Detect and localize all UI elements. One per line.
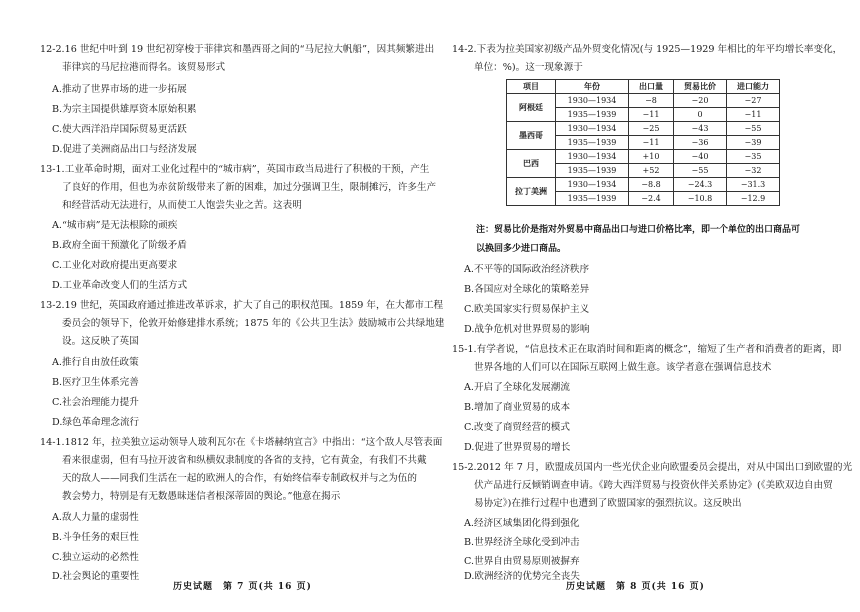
table-group-label: 墨西哥 [507, 122, 556, 150]
table-cell: 1935—1939 [556, 136, 629, 150]
table-cell: 1930—1934 [556, 122, 629, 136]
table-header: 出口量 [629, 80, 674, 94]
table-cell: 1935—1939 [556, 164, 629, 178]
table-cell: −11 [629, 136, 674, 150]
table-group-label: 拉丁美洲 [507, 178, 556, 206]
q12-2-stem-line1: 12-2.16 世纪中叶到 19 世纪初穿梭于菲律宾和墨西哥之间的“马尼拉大帆船”，因其频繁进出 [40, 44, 435, 55]
q13-2-option-c[interactable]: C.社会治理能力提升 [52, 397, 139, 408]
table-header-row [507, 80, 780, 94]
table-header: 贸易比价 [674, 80, 727, 94]
q12-2-option-c[interactable]: C.使大西洋沿岸国际贸易更活跃 [52, 124, 187, 135]
q13-2-stem-line1: 13-2.19 世纪，英国政府通过推进改革诉求，扩大了自己的职权范围。1859 年，在大都市工程 [40, 300, 444, 311]
table-cell: −8.8 [629, 178, 674, 192]
q14-1-option-c[interactable]: C.独立运动的必然性 [52, 552, 139, 563]
table-cell: −8 [629, 94, 674, 108]
q15-1-option-a[interactable]: A.开启了全球化发展潮流 [464, 382, 570, 393]
table-cell: −11 [727, 108, 780, 122]
table-cell: −43 [674, 122, 727, 136]
table-note-line2: 以换回多少进口商品。 [476, 244, 567, 254]
q14-2-option-b[interactable]: B.各国应对全球化的策略差异 [464, 284, 590, 295]
q14-1-option-a[interactable]: A.敌人力量的虚弱性 [52, 512, 139, 523]
q13-2-option-b[interactable]: B.医疗卫生体系完善 [52, 377, 139, 388]
q12-2-option-b[interactable]: B.为宗主国提供雄厚资本原始积累 [52, 104, 197, 115]
table-cell: −31.3 [727, 178, 780, 192]
q15-2-stem-line3: 易协定》)在推行过程中也遭到了欧盟国家的强烈抗议。这反映出 [474, 498, 742, 509]
q15-1-stem-line2: 世界各地的人们可以在国际互联网上做生意。该学者意在强调信息技术 [474, 362, 772, 373]
table-header: 项目 [507, 80, 556, 94]
table-cell: +52 [629, 164, 674, 178]
table-cell: −24.3 [674, 178, 727, 192]
q15-2-option-a[interactable]: A.经济区域集团化得到强化 [464, 518, 580, 529]
table-cell: 1935—1939 [556, 108, 629, 122]
table-cell: −12.9 [727, 192, 780, 206]
q13-1-option-b[interactable]: B.政府全面干预激化了阶级矛盾 [52, 240, 187, 251]
q13-2-option-d[interactable]: D.绿色革命理念流行 [52, 417, 140, 428]
q15-1-option-d[interactable]: D.促进了世界贸易的增长 [464, 442, 571, 453]
q15-2-stem-line2: 伏产品进行反倾销调查申请。《跨大西洋贸易与投资伙伴关系协定》(《美欧双边自由贸 [474, 480, 833, 491]
q13-1-stem-line2: 了良好的作用，但也为赤贫阶级带来了新的困难，加过分强调卫生，限制摊污，许多生产 [62, 182, 437, 193]
q13-2-stem-line2: 委员会的领导下，伦敦开始修建排水系统；1875 年的《公共卫生法》鼓励城市公共绿地建 [62, 318, 445, 329]
q15-2-stem-line1: 15-2.2012 年 7 月，欧盟成员国内一些光伏企业向欧盟委员会提出，对从中国出口到欧盟的光 [452, 462, 853, 473]
q14-1-option-b[interactable]: B.斗争任务的艰巨性 [52, 532, 139, 543]
table-header: 进口能力 [727, 80, 780, 94]
table-cell: −40 [674, 150, 727, 164]
table-cell: −25 [629, 122, 674, 136]
table-row [507, 150, 780, 164]
table-cell: −20 [674, 94, 727, 108]
q14-2-option-a[interactable]: A.不平等的国际政治经济秩序 [464, 264, 590, 275]
q12-2-option-a[interactable]: A.推动了世界市场的进一步拓展 [52, 84, 187, 95]
table-cell: 1935—1939 [556, 192, 629, 206]
q13-1-stem-line1: 13-1.工业革命时期，面对工业化过程中的“城市病”，英国市政当局进行了积极的干预，产生 [40, 164, 430, 175]
q13-2-stem-line3: 设。这反映了英国 [62, 336, 139, 347]
table-row [507, 122, 780, 136]
q15-2-option-c[interactable]: C.世界自由贸易原则被摒弃 [464, 556, 580, 567]
q15-2-option-d[interactable]: D.欧洲经济的优势完全丧失 [464, 571, 580, 582]
q14-1-option-d[interactable]: D.社会舆论的重要性 [52, 571, 140, 582]
table-group-label: 巴西 [507, 150, 556, 178]
q15-2-option-b[interactable]: B.世界经济全球化受到冲击 [464, 537, 580, 548]
q13-1-option-c[interactable]: C.工业化对政府提出更高要求 [52, 260, 178, 271]
q14-2-stem-line2: 单位：%)。这一现象源于 [474, 62, 583, 73]
q12-2-option-d[interactable]: D.促进了美洲商品出口与经济发展 [52, 144, 197, 155]
table-header: 年份 [556, 80, 629, 94]
q12-2-stem-line2: 菲律宾的马尼拉港而得名。该贸易形式 [62, 62, 226, 73]
table-note-line1: 注：贸易比价是指对外贸易中商品出口与进口价格比率，即一个单位的出口商品可 [476, 225, 801, 235]
trade-data-table [506, 79, 780, 206]
q14-1-stem-line2: 看来很虚弱，但有马拉开波省和纵横奴隶制度的各省的支持，它有黄金，有我们不共戴 [62, 455, 427, 466]
table-cell: −39 [727, 136, 780, 150]
q15-1-option-b[interactable]: B.增加了商业贸易的成本 [464, 402, 571, 413]
q13-1-option-a[interactable]: A.“城市病”是无法根除的顽疾 [52, 220, 178, 231]
q14-1-stem-line1: 14-1.1812 年，拉美独立运动领导人玻利瓦尔在《卡塔赫纳宣言》中指出：“这个敌人尽管表面 [40, 437, 443, 448]
table-cell: −55 [674, 164, 727, 178]
table-cell: −11 [629, 108, 674, 122]
table-cell: 1930—1934 [556, 150, 629, 164]
q14-2-option-d[interactable]: D.战争危机对世界贸易的影响 [464, 324, 590, 335]
table-cell: −10.8 [674, 192, 727, 206]
page-footer-left: 历史试题 第 7 页(共 16 页) [173, 582, 312, 592]
q14-1-stem-line3: 天的敌人——同我们生活在一起的欧洲人的合作，有始终信奉专制政权并与之为伍的 [62, 473, 417, 484]
table-cell: +10 [629, 150, 674, 164]
table-cell: 0 [674, 108, 727, 122]
q13-1-stem-line3: 和经营活动无法进行，从而使工人饱尝失业之苦。这表明 [62, 200, 302, 211]
table-row [507, 178, 780, 192]
q13-2-option-a[interactable]: A.推行自由放任政策 [52, 357, 139, 368]
table-row [507, 94, 780, 108]
table-cell: 1930—1934 [556, 94, 629, 108]
q13-1-option-d[interactable]: D.工业革命改变人们的生活方式 [52, 280, 188, 291]
table-cell: −27 [727, 94, 780, 108]
table-cell: −32 [727, 164, 780, 178]
q15-1-option-c[interactable]: C.改变了商贸经营的模式 [464, 422, 570, 433]
table-cell: 1930—1934 [556, 178, 629, 192]
table-cell: −35 [727, 150, 780, 164]
table-cell: −2.4 [629, 192, 674, 206]
q14-2-option-c[interactable]: C.欧美国家实行贸易保护主义 [464, 304, 590, 315]
q15-1-stem-line1: 15-1.有学者说，“信息技术正在取消时间和距离的概念”，缩短了生产者和消费者的距离，即 [452, 344, 842, 355]
q14-1-stem-line4: 教会势力，特别是有无数愚昧迷信者根深蒂固的舆论。”他意在揭示 [62, 491, 341, 502]
table-group-label: 阿根廷 [507, 94, 556, 122]
q14-2-stem-line1: 14-2.下表为拉美国家初级产品外贸变化情况(与 1925—1929 年相比的年平均增长率变化， [452, 44, 843, 55]
page-footer-right: 历史试题 第 8 页(共 16 页) [566, 582, 705, 592]
table-cell: −36 [674, 136, 727, 150]
table-cell: −55 [727, 122, 780, 136]
